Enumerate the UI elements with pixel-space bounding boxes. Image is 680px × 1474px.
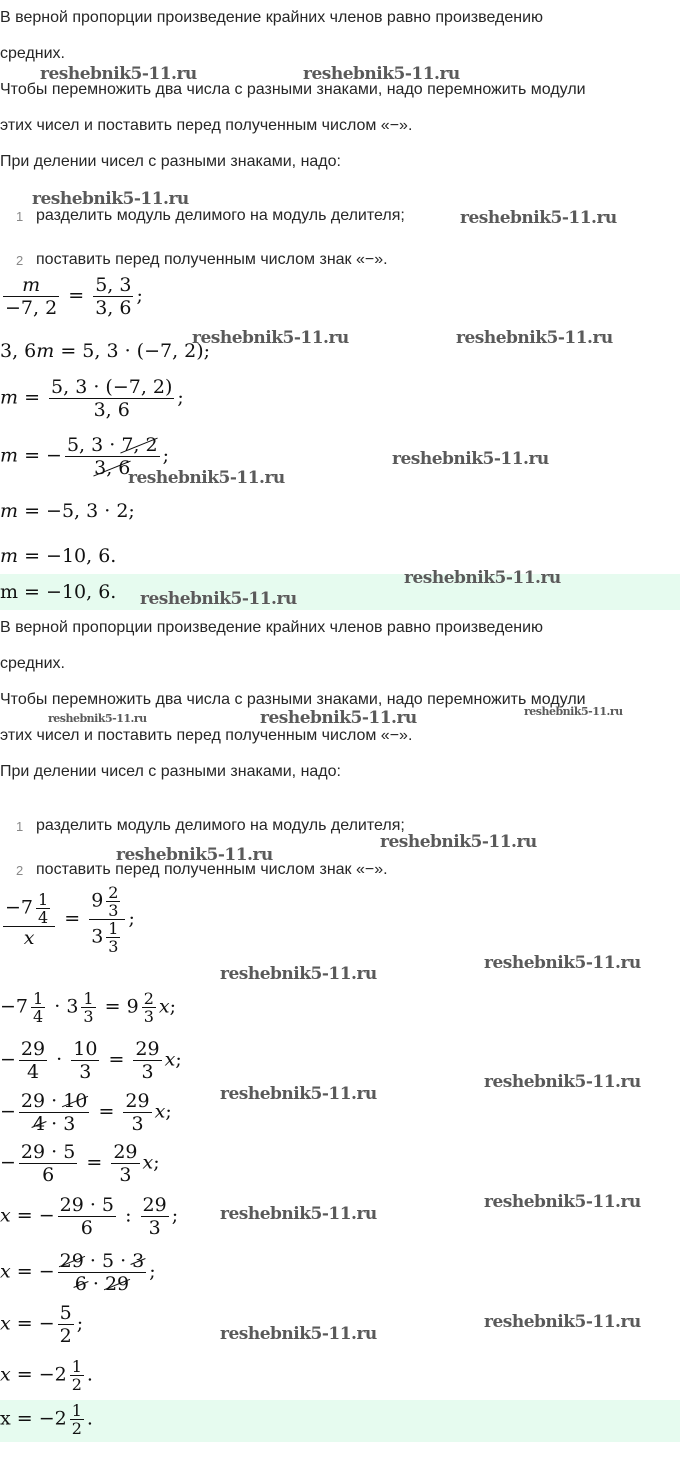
watermark: reshebnik5-11.ru <box>192 328 349 348</box>
watermark: reshebnik5-11.ru <box>456 328 613 348</box>
watermark: reshebnik5-11.ru <box>260 708 417 728</box>
step-text: разделить модуль делимого на модуль делителя; <box>36 817 405 834</box>
answer <box>0 1402 93 1437</box>
rule-proportion-cont: средних. <box>0 45 65 62</box>
watermark: reshebnik5-11.ru <box>32 189 189 209</box>
answer-highlight <box>0 1400 680 1442</box>
watermark: reshebnik5-11.ru <box>128 468 285 488</box>
math-line: − $\frac{29 \cdot 10}{4 \cdot 3}$ = $\frac{29}{3}$ x; <box>0 1090 172 1135</box>
math-line: −7 $\frac{1}{4}$ x = 9 $\frac{2}{3}$ 3 $\frac{1}{3}$ ; <box>5 883 135 956</box>
step-number: 1 <box>16 209 24 224</box>
answer-frac-denominator: 2 <box>71 1419 82 1438</box>
step-text: поставить перед полученным числом знак «−». <box>36 861 388 878</box>
math-line: −7 $\frac{1}{4}$ · 3 $\frac{1}{3}$ = 9 $\frac{2}{3}$ x; <box>0 989 177 1026</box>
rule-proportion-cont: средних. <box>0 655 65 672</box>
watermark: reshebnik5-11.ru <box>303 64 460 84</box>
math-line: x = − $\frac{5}{2}$ ; <box>0 1302 84 1347</box>
step-number: 2 <box>16 253 24 268</box>
watermark: reshebnik5-11.ru <box>48 712 147 725</box>
math-line: m = − $\frac{5, 3 \cdot 7, 2}{3, 6}$ ; <box>0 434 169 479</box>
rule-proportion: В верной пропорции произведение крайних членов равно произведению <box>0 9 543 26</box>
answer: m = −10, 6. <box>0 581 117 603</box>
rule-multiply: Чтобы перемножить два числа с разными знаками, надо перемножить модули <box>0 691 586 708</box>
watermark: reshebnik5-11.ru <box>484 953 641 973</box>
rule-multiply-cont: этих чисел и поставить перед полученным числом «−». <box>0 117 413 134</box>
rule-multiply-cont: этих чисел и поставить перед полученным числом «−». <box>0 727 413 744</box>
step-number: 2 <box>16 863 24 878</box>
math-line: m = $\frac{5, 3 \cdot (-7, 2)}{3, 6}$ ; <box>0 376 184 421</box>
watermark: reshebnik5-11.ru <box>484 1072 641 1092</box>
watermark: reshebnik5-11.ru <box>116 845 273 865</box>
watermark: reshebnik5-11.ru <box>220 1324 377 1344</box>
watermark: reshebnik5-11.ru <box>484 1312 641 1332</box>
math-line: − $\frac{29}{4}$ · $\frac{10}{3}$ = $\frac{29}{3}$ x; <box>0 1038 182 1083</box>
watermark: reshebnik5-11.ru <box>220 1204 377 1224</box>
watermark: reshebnik5-11.ru <box>524 705 623 718</box>
answer-frac-numerator: 1 <box>71 1401 82 1420</box>
math-line: x = − $\frac{29 \cdot 5 \cdot 3}{6 \cdot 29}$ ; <box>0 1250 156 1295</box>
watermark: reshebnik5-11.ru <box>380 832 537 852</box>
step-text: поставить перед полученным числом знак «−». <box>36 251 388 268</box>
math-line: m = −10, 6. <box>0 545 117 567</box>
rule-divide: При делении чисел с разными знаками, надо: <box>0 763 341 780</box>
watermark: reshebnik5-11.ru <box>220 964 377 984</box>
answer-period: . <box>86 1407 93 1430</box>
math-line: 3, 6m = 5, 3 · (−7, 2); <box>0 340 211 362</box>
watermark: reshebnik5-11.ru <box>392 449 549 469</box>
watermark: reshebnik5-11.ru <box>404 568 561 588</box>
math-line: m = −5, 3 · 2; <box>0 500 135 522</box>
step-number: 1 <box>16 819 24 834</box>
answer-text: x = −2 <box>0 1407 67 1430</box>
math-line: x = − $\frac{29 \cdot 5}{6}$ : $\frac{29}{3}$ ; <box>0 1194 179 1239</box>
math-line: $\frac{m}{-7, 2}$ = $\frac{5, 3}{3, 6}$ ; <box>5 274 143 319</box>
rule-multiply: Чтобы перемножить два числа с разными знаками, надо перемножить модули <box>0 81 586 98</box>
math-line: x = −2 $\frac{1}{2}$ . <box>0 1357 93 1394</box>
watermark: reshebnik5-11.ru <box>220 1084 377 1104</box>
watermark: reshebnik5-11.ru <box>484 1192 641 1212</box>
rule-divide: При делении чисел с разными знаками, надо: <box>0 153 341 170</box>
watermark: reshebnik5-11.ru <box>460 208 617 228</box>
rule-proportion: В верной пропорции произведение крайних членов равно произведению <box>0 619 543 636</box>
watermark: reshebnik5-11.ru <box>140 589 297 609</box>
watermark: reshebnik5-11.ru <box>40 64 197 84</box>
step-text: разделить модуль делимого на модуль делителя; <box>36 207 405 224</box>
math-line: − $\frac{29 \cdot 5}{6}$ = $\frac{29}{3}$ x; <box>0 1141 160 1186</box>
